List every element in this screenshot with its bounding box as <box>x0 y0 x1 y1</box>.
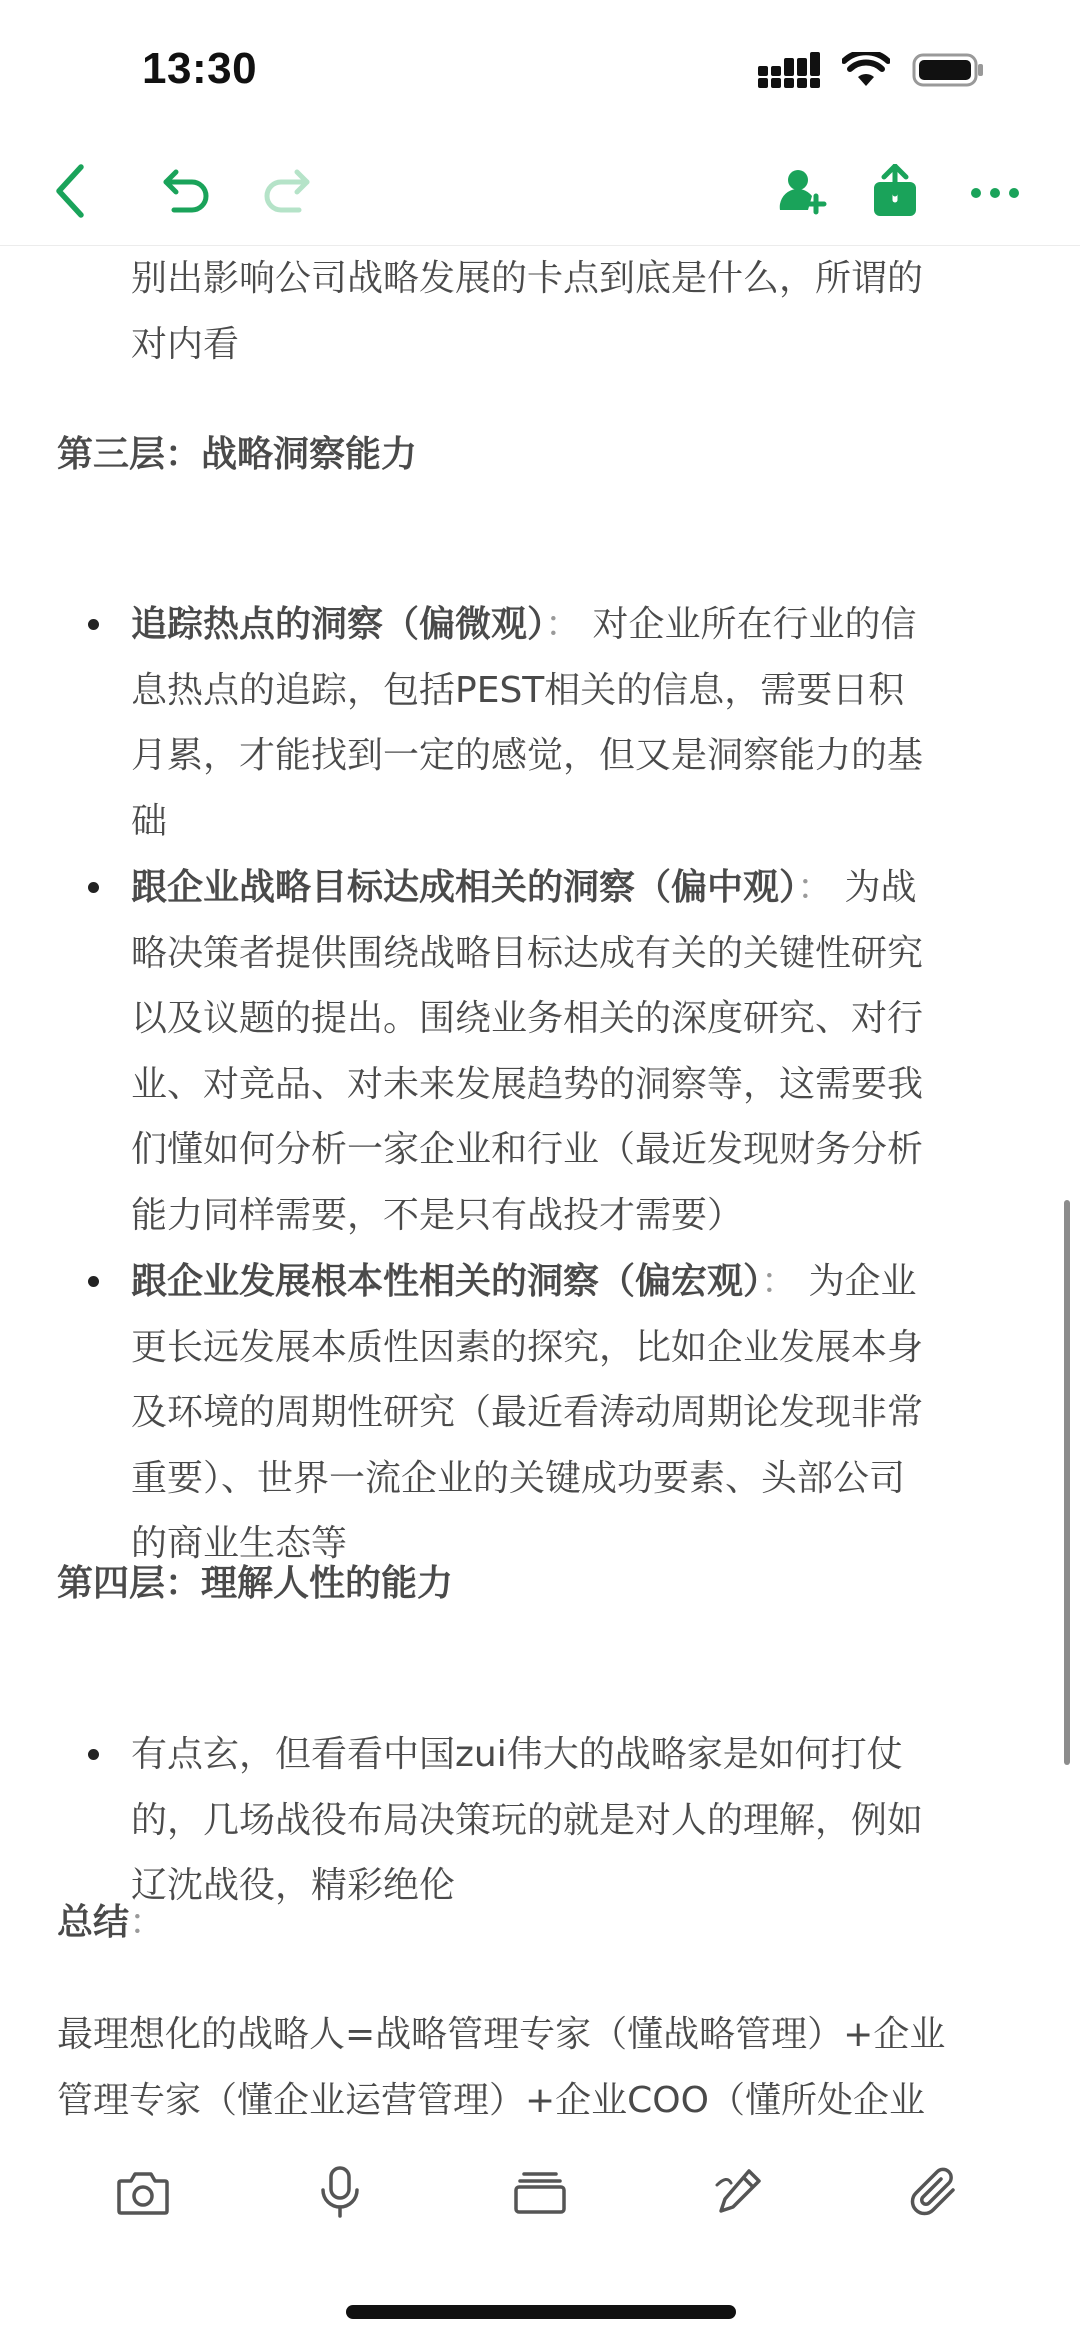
note-toolbar <box>0 140 1080 246</box>
summary-heading: 总结： <box>57 1902 166 1943</box>
attachment-button[interactable] <box>905 2164 965 2224</box>
camera-icon <box>117 2169 169 2219</box>
list-item: 有点玄，但看看中国zui伟大的战略家是如何打仗 的，几场战役布局决策玩的就是对人的理解，例如 辽沈战役，精彩绝伦 <box>131 1734 924 1907</box>
export-icon <box>872 164 918 222</box>
bullet-dot <box>88 1749 99 1760</box>
paperclip-icon <box>909 2166 961 2222</box>
status-bar <box>0 0 1080 140</box>
list-item-title: 跟企业发展根本性相关的洞察（偏宏观） <box>131 1261 762 1302</box>
redo-button[interactable] <box>252 160 318 226</box>
wifi-icon <box>842 52 890 92</box>
camera-button[interactable] <box>113 2164 173 2224</box>
back-button[interactable] <box>38 160 104 226</box>
battery-icon <box>912 52 984 92</box>
list-item: 跟企业发展根本性相关的洞察（偏宏观）： 为企业 更长远发展本质性因素的探究，比如企业发展本身 及环境的周期性研究（最近看涛动周期论发现非常 重要）、世界一流企业的关键成功要素、头部公司 的商业生态等 <box>131 1261 924 1565</box>
section-heading-layer3: 第三层：战略洞察能力 <box>57 434 418 475</box>
bullet-dot <box>88 1276 99 1287</box>
text-line: 别出影响公司战略发展的卡点到底是什么，所谓的 <box>131 258 924 299</box>
pen-icon <box>713 2167 763 2221</box>
note-content[interactable] <box>0 246 1080 2116</box>
more-icon <box>970 184 1020 203</box>
continuation-paragraph <box>131 246 1021 377</box>
list-item: 追踪热点的洞察（偏微观）： 对企业所在行业的信 息热点的追踪，包括PEST相关的信息，需要日积 月累，才能找到一定的感觉，但又是洞察能力的基 础 <box>131 604 924 842</box>
status-icons <box>758 52 984 92</box>
list-item-title: 追踪热点的洞察（偏微观） <box>131 604 546 645</box>
bullet-dot <box>88 882 99 893</box>
summary-paragraph: 最理想化的战略人=战略管理专家（懂战略管理）+企业 管理专家（懂企业运营管理）+企业COO（懂所处企业 <box>57 2014 946 2116</box>
share-user-button[interactable] <box>770 160 836 226</box>
bullet-dot <box>88 619 99 630</box>
microphone-button[interactable] <box>310 2164 370 2224</box>
undo-button[interactable] <box>155 160 221 226</box>
scrollbar[interactable] <box>1064 1200 1070 1765</box>
microphone-icon <box>318 2166 362 2222</box>
section-heading-layer4: 第四层：理解人性的能力 <box>57 1563 454 1604</box>
list-item: 跟企业战略目标达成相关的洞察（偏中观）： 为战 略决策者提供围绕战略目标达成有关的关键性研究 以及议题的提出。围绕业务相关的深度研究、对行 业、对竞品、对未来发展趋势的洞察等，这需要我 们懂如何分析一家企业和行业（最近发现财务分析 能力同样需要，不是只有战投才需要） <box>131 867 924 1236</box>
back-icon <box>51 163 91 223</box>
signal-icon <box>758 52 820 92</box>
card-stack-icon <box>514 2170 566 2218</box>
export-button[interactable] <box>862 160 928 226</box>
home-indicator[interactable] <box>346 2305 736 2319</box>
pen-button[interactable] <box>708 2164 768 2224</box>
redo-icon <box>259 166 311 220</box>
list-item-title: 跟企业战略目标达成相关的洞察（偏中观） <box>131 867 798 908</box>
more-button[interactable] <box>962 160 1028 226</box>
bottom-toolbar <box>0 2140 1080 2250</box>
share-user-icon <box>778 166 828 220</box>
status-time: 13:30 <box>142 44 258 93</box>
card-stack-button[interactable] <box>510 2164 570 2224</box>
undo-icon <box>162 166 214 220</box>
text-line: 对内看 <box>131 323 240 365</box>
